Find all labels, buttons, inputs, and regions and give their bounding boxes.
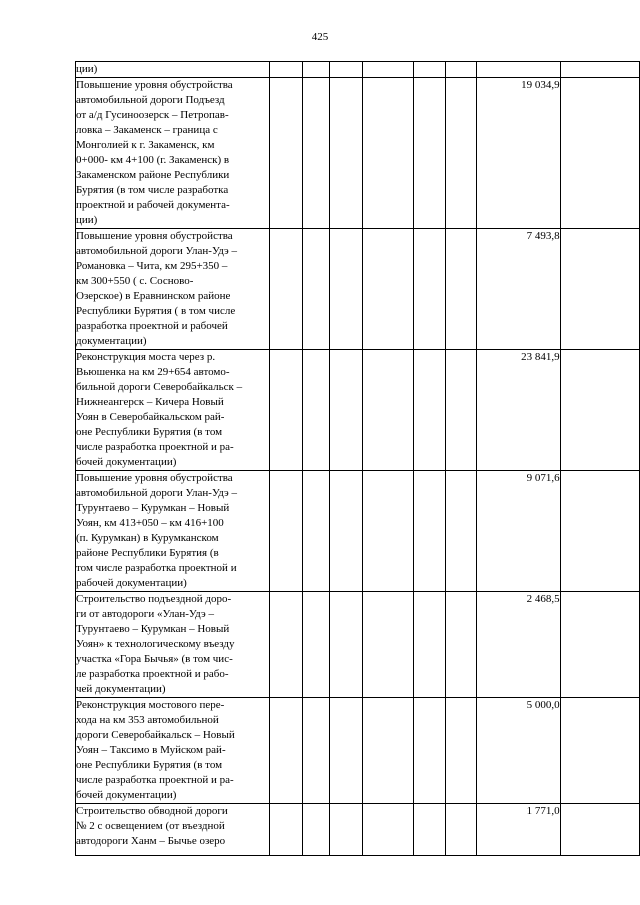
empty-cell — [269, 471, 303, 592]
empty-cell — [269, 78, 303, 229]
empty-cell — [560, 229, 639, 350]
empty-cell — [413, 471, 446, 592]
description-line: 0+000- км 4+100 (г. Закаменск) в — [76, 154, 230, 166]
row-description — [76, 229, 270, 350]
empty-cell — [330, 698, 363, 804]
empty-cell — [363, 78, 414, 229]
description-line: Реконструкция моста через р. — [76, 351, 216, 363]
row-description — [76, 698, 270, 804]
empty-cell — [269, 698, 303, 804]
description-line: рабочей документации) — [76, 577, 187, 589]
description-line: Турунтаево – Курумкан – Новый — [76, 623, 230, 635]
description-line: разработка проектной и рабочей — [76, 320, 228, 332]
description-line: Реконструкция мостового пере- — [76, 699, 225, 711]
description-line: ции) — [76, 214, 98, 226]
row-amount: 9 071,6 — [477, 471, 561, 592]
description-line: ле разработка проектной и рабо- — [76, 668, 229, 680]
empty-cell — [363, 229, 414, 350]
description-line: участка «Гора Бычья» (в том чис- — [76, 653, 233, 665]
empty-cell — [413, 78, 446, 229]
empty-cell — [330, 471, 363, 592]
empty-cell — [446, 350, 477, 471]
row-amount: 19 034,9 — [477, 78, 561, 229]
description-line: Республики Бурятия ( в том числе — [76, 305, 236, 317]
description-line: Уоян в Северобайкальском рай- — [76, 411, 225, 423]
empty-cell — [446, 471, 477, 592]
table-row — [76, 804, 640, 856]
row-description — [76, 592, 270, 698]
description-line: Турунтаево – Курумкан – Новый — [76, 502, 230, 514]
empty-cell — [413, 62, 446, 78]
description-line: (п. Курумкан) в Курумканском — [76, 532, 219, 544]
description-line: документации) — [76, 335, 147, 347]
row-description — [76, 804, 270, 856]
description-line: км 300+550 ( с. Сосново- — [76, 275, 194, 287]
description-line: Повышение уровня обустройства — [76, 230, 233, 242]
description-line: ги от автодороги «Улан-Удэ – — [76, 608, 215, 620]
empty-cell — [303, 350, 330, 471]
description-line: автодороги Ханм – Бычье озеро — [76, 835, 226, 847]
empty-cell — [330, 804, 363, 856]
description-line: ловка – Закаменск – граница с — [76, 124, 218, 136]
description-line: бочей документации) — [76, 789, 177, 801]
description-line: Закаменском районе Республики — [76, 169, 230, 181]
row-amount: 1 771,0 — [477, 804, 561, 856]
empty-cell — [303, 471, 330, 592]
empty-cell — [560, 78, 639, 229]
description-line: бочей документации) — [76, 456, 177, 468]
row-amount — [477, 62, 561, 78]
empty-cell — [413, 698, 446, 804]
empty-cell — [363, 62, 414, 78]
description-line: дороги Северобайкальск – Новый — [76, 729, 235, 741]
description-line: Уоян – Таксимо в Муйском рай- — [76, 744, 226, 756]
empty-cell — [560, 804, 639, 856]
empty-cell — [330, 78, 363, 229]
empty-cell — [303, 804, 330, 856]
row-amount: 2 468,5 — [477, 592, 561, 698]
description-line: том числе разработка проектной и — [76, 562, 237, 574]
description-line: автомобильной дороги Улан-Удэ – — [76, 487, 238, 499]
description-line: числе разработка проектной и ра- — [76, 774, 234, 786]
table-row — [76, 229, 640, 350]
description-line: Уоян, км 413+050 – км 416+100 — [76, 517, 224, 529]
empty-cell — [560, 698, 639, 804]
empty-cell — [560, 471, 639, 592]
description-line: № 2 с освещением (от въездной — [76, 820, 225, 832]
description-line: оне Республики Бурятия (в том — [76, 759, 223, 771]
description-line: Озерское) в Еравнинском районе — [76, 290, 231, 302]
empty-cell — [303, 229, 330, 350]
description-line: Уоян» к технологическому въезду — [76, 638, 235, 650]
empty-cell — [269, 592, 303, 698]
empty-cell — [446, 698, 477, 804]
empty-cell — [303, 698, 330, 804]
empty-cell — [446, 804, 477, 856]
description-line: бильной дороги Северобайкальск – — [76, 381, 243, 393]
empty-cell — [446, 62, 477, 78]
description-line: проектной и рабочей документа- — [76, 199, 230, 211]
description-line: ции) — [76, 63, 98, 75]
description-line: районе Республики Бурятия (в — [76, 547, 219, 559]
description-line: Вьюшенка на км 29+654 автомо- — [76, 366, 230, 378]
empty-cell — [269, 350, 303, 471]
row-description — [76, 78, 270, 229]
table-row — [76, 78, 640, 229]
empty-cell — [330, 592, 363, 698]
empty-cell — [330, 229, 363, 350]
empty-cell — [303, 78, 330, 229]
description-line: Повышение уровня обустройства — [76, 472, 233, 484]
empty-cell — [330, 62, 363, 78]
page-number: 425 — [311, 31, 329, 43]
empty-cell — [303, 62, 330, 78]
table-row — [76, 698, 640, 804]
row-description — [76, 62, 270, 78]
empty-cell — [413, 229, 446, 350]
empty-cell — [363, 804, 414, 856]
table-row — [76, 62, 640, 78]
description-line: Нижнеангерск – Кичера Новый — [76, 396, 224, 408]
empty-cell — [363, 350, 414, 471]
description-line: Монголией к г. Закаменск, км — [76, 139, 215, 151]
row-amount: 7 493,8 — [477, 229, 561, 350]
empty-cell — [446, 78, 477, 229]
empty-cell — [363, 592, 414, 698]
budget-table — [75, 61, 640, 856]
empty-cell — [269, 62, 303, 78]
empty-cell — [269, 229, 303, 350]
description-line: Повышение уровня обустройства — [76, 79, 233, 91]
description-line: Романовка – Чита, км 295+350 – — [76, 260, 228, 272]
row-amount: 5 000,0 — [477, 698, 561, 804]
empty-cell — [363, 471, 414, 592]
description-line: хода на км 353 автомобильной — [76, 714, 219, 726]
empty-cell — [560, 350, 639, 471]
description-line: Бурятия (в том числе разработка — [76, 184, 229, 196]
empty-cell — [560, 62, 639, 78]
description-line: числе разработка проектной и ра- — [76, 441, 234, 453]
empty-cell — [446, 592, 477, 698]
empty-cell — [446, 229, 477, 350]
description-line: автомобильной дороги Улан-Удэ – — [76, 245, 238, 257]
empty-cell — [413, 592, 446, 698]
description-line: Строительство обводной дороги — [76, 805, 228, 817]
empty-cell — [560, 592, 639, 698]
row-description — [76, 471, 270, 592]
table-row — [76, 471, 640, 592]
empty-cell — [363, 698, 414, 804]
table-row — [76, 592, 640, 698]
row-amount: 23 841,9 — [477, 350, 561, 471]
table-row — [76, 350, 640, 471]
description-line: чей документации) — [76, 683, 166, 695]
empty-cell — [303, 592, 330, 698]
description-line: Строительство подъездной доро- — [76, 593, 232, 605]
empty-cell — [413, 350, 446, 471]
empty-cell — [330, 350, 363, 471]
empty-cell — [413, 804, 446, 856]
row-description — [76, 350, 270, 471]
description-line: автомобильной дороги Подъезд — [76, 94, 225, 106]
description-line: от а/д Гусиноозерск – Петропав- — [76, 109, 229, 121]
empty-cell — [269, 804, 303, 856]
description-line: оне Республики Бурятия (в том — [76, 426, 223, 438]
